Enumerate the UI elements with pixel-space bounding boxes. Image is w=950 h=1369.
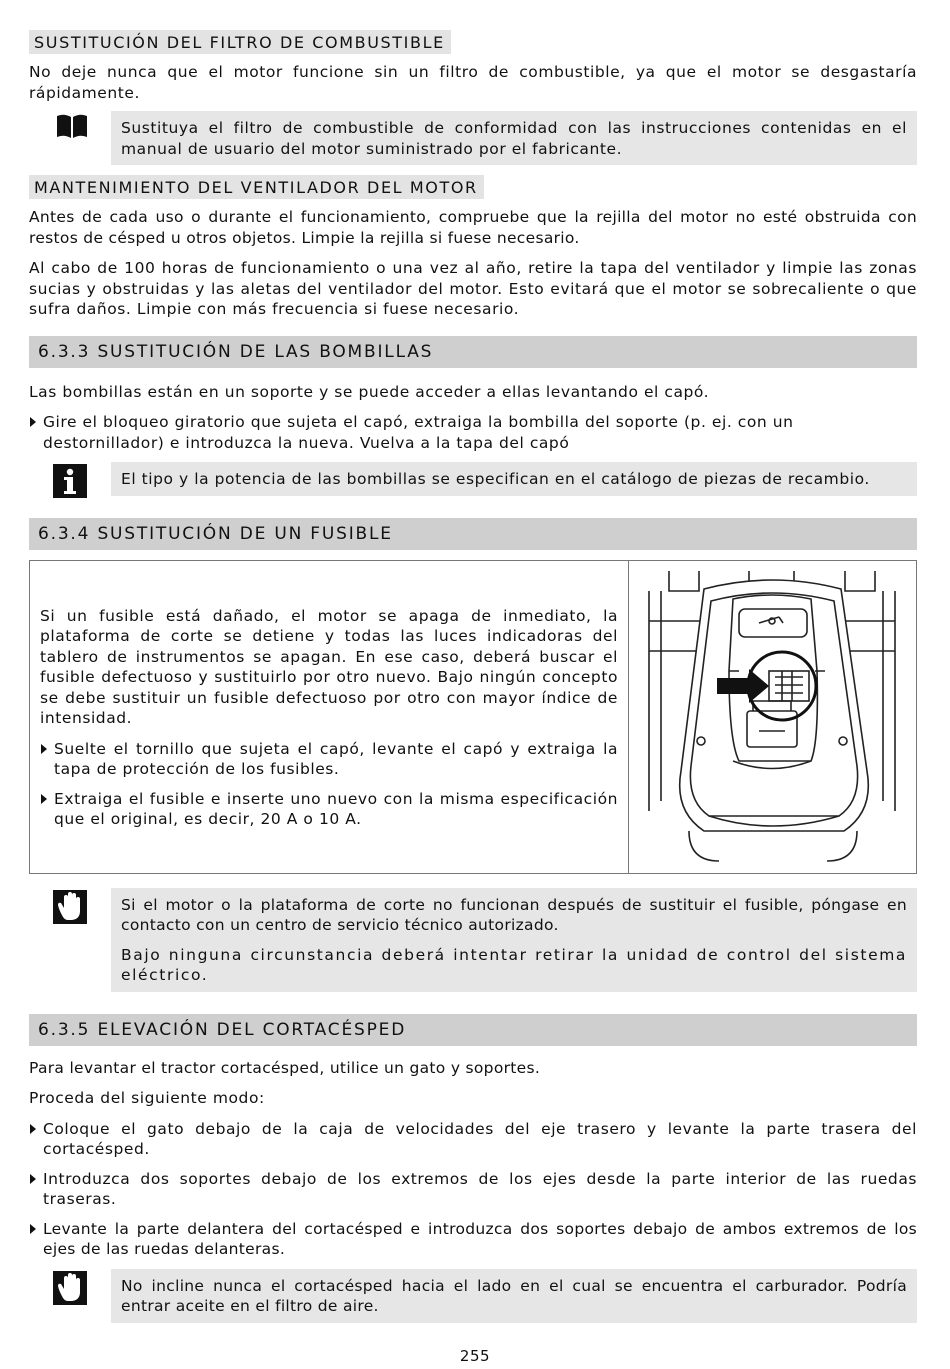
- note-book: [29, 111, 917, 165]
- section-heading-bulbs: 6.3.3 SUSTITUCIÓN DE LAS BOMBILLAS: [29, 336, 917, 368]
- list-item: [29, 1219, 917, 1260]
- page-content: [29, 30, 917, 1335]
- paragraph: No deje nunca que el motor funcione sin un filtro de combustible, ya que el motor se desgastaría rápidamente.: [29, 63, 917, 102]
- bullet-arrow-icon: [30, 1174, 36, 1184]
- note-text: El tipo y la potencia de las bombillas se especifican en el catálogo de piezas de recambio.: [121, 470, 870, 488]
- bullet-arrow-icon: [41, 744, 47, 754]
- bullet-arrow-icon: [30, 417, 36, 427]
- paragraph: Al cabo de 100 horas de funcionamiento o una vez al año, retire la tapa del ventilador y limpie las zonas sucias y obstruidas y las aletas del ventilador del motor. Esto evitará que el motor se sobrecaliente o que sufra daños. Limpie con más frecuencia si fuese necesario.: [29, 259, 917, 318]
- list-item: [29, 412, 917, 453]
- bullet-arrow-icon: [30, 1224, 36, 1234]
- section-heading-engine-fan: MANTENIMIENTO DEL VENTILADOR DEL MOTOR: [29, 175, 484, 199]
- list-item-text: Introduzca dos soportes debajo de los extremos de los ejes desde la parte interior de las ruedas traseras.: [43, 1169, 917, 1208]
- paragraph: Proceda del siguiente modo:: [29, 1089, 265, 1107]
- list-item-text: Levante la parte delantera del cortacésped e introduzca dos soportes debajo de ambos extremos de los ejes de las ruedas delanteras.: [43, 1219, 917, 1258]
- list-item-text: Extraiga el fusible e inserte uno nuevo con la misma especificación que el original, es decir, 20 A o 10 A.: [54, 789, 618, 828]
- stop-hand-icon: [53, 890, 87, 924]
- note-text: No incline nunca el cortacésped hacia el lado en el cual se encuentra el carburador. Podría entrar aceite en el filtro de aire.: [121, 1276, 907, 1315]
- note-text: Sustituya el filtro de combustible de conformidad con las instrucciones contenidas en el manual de usuario del motor suministrado por el fabricante.: [121, 119, 907, 158]
- book-icon: [55, 111, 89, 145]
- paragraph: Si un fusible está dañado, el motor se apaga de inmediato, la plataforma de corte se detiene y todas las luces indicadoras del tablero de instrumentos se apagan. En ese caso, deberá buscar el fusible defectuoso y sustituirlo por otro nuevo. Bajo ningún concepto se debe sustituir un fusible defectuoso por otro con mayor índice de intensidad.: [40, 606, 618, 727]
- list-item: [29, 1169, 917, 1210]
- note-info: [29, 462, 917, 496]
- paragraph: Las bombillas están en un soporte y se puede acceder a ellas levantando el capó.: [29, 382, 710, 401]
- stop-hand-icon: [53, 1271, 87, 1305]
- bullet-arrow-icon: [41, 794, 47, 804]
- note-text: Bajo ninguna circunstancia deberá intentar retirar la unidad de control del sistema eléctrico.: [121, 945, 907, 984]
- note-warning-tilt: [29, 1269, 917, 1323]
- fuse-location-illustration: [628, 561, 916, 873]
- page-number: 255: [459, 1347, 491, 1365]
- list-item-text: Suelte el tornillo que sujeta el capó, levante el capó y extraiga la tapa de protección de los fusibles.: [54, 739, 618, 778]
- list-item: [29, 1119, 917, 1160]
- section-heading-fuel-filter: SUSTITUCIÓN DEL FILTRO DE COMBUSTIBLE: [29, 30, 451, 54]
- bullet-arrow-icon: [30, 1124, 36, 1134]
- fuse-panel: [29, 560, 917, 874]
- note-text: Si el motor o la plataforma de corte no funcionan después de sustituir el fusible, póngase en contacto con un centro de servicio técnico autorizado.: [121, 895, 907, 934]
- list-item-text: Coloque el gato debajo de la caja de velocidades del eje trasero y levante la parte trasera del cortacésped.: [43, 1119, 917, 1158]
- paragraph: Antes de cada uso o durante el funcionamiento, compruebe que la rejilla del motor no esté obstruida con restos de césped u otros objetos. Limpie la rejilla si fuese necesario.: [29, 208, 917, 247]
- list-item: [40, 739, 618, 780]
- tractor-hood-drawing: [629, 561, 916, 871]
- section-heading-lifting: 6.3.5 ELEVACIÓN DEL CORTACÉSPED: [29, 1014, 917, 1046]
- fuse-instructions: [30, 561, 628, 873]
- list-item: [40, 789, 618, 830]
- section-heading-fuse: 6.3.4 SUSTITUCIÓN DE UN FUSIBLE: [29, 518, 917, 550]
- paragraph: Para levantar el tractor cortacésped, utilice un gato y soportes.: [29, 1058, 541, 1077]
- list-item-text: Gire el bloqueo giratorio que sujeta el capó, extraiga la bombilla del soporte (p. ej. con un destornillador) e introduzca la nueva. Vuelva a la tapa del capó: [43, 413, 794, 452]
- note-warning-fuse: [29, 888, 917, 992]
- info-icon: [53, 464, 87, 498]
